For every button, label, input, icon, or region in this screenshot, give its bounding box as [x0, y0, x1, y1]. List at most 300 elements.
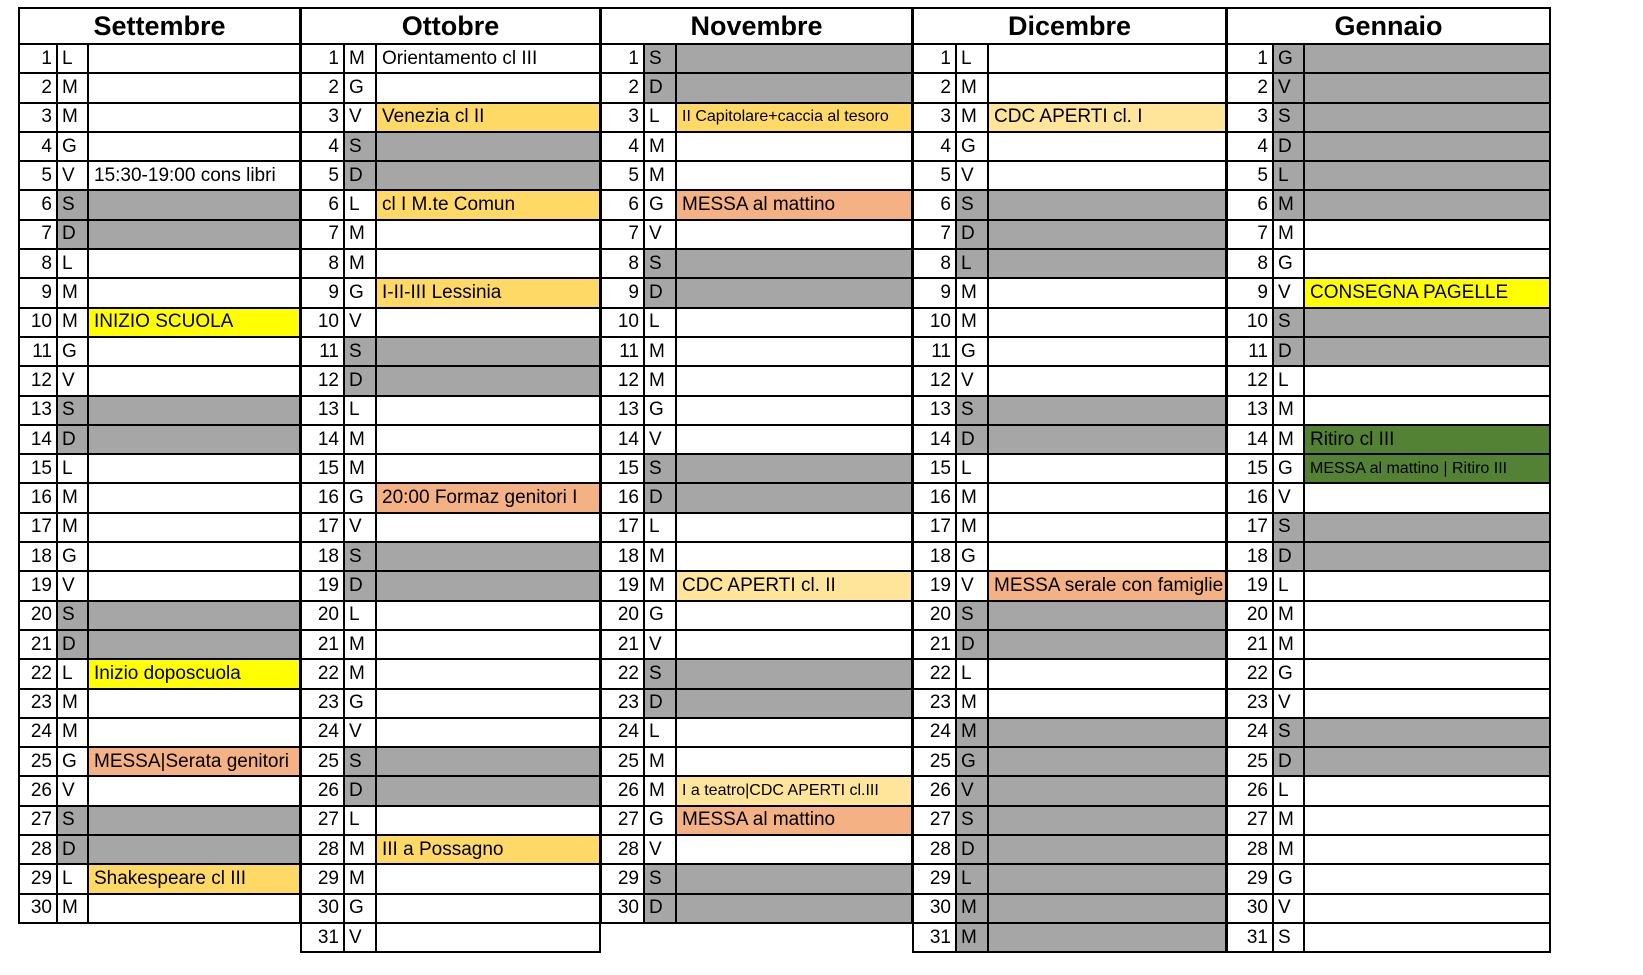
day-number: 15: [602, 455, 645, 482]
month-title: Dicembre: [912, 7, 1227, 45]
day-of-week: G: [345, 895, 377, 922]
day-of-week: M: [58, 484, 89, 511]
day-number: 13: [20, 397, 58, 424]
day-number: 15: [1228, 455, 1274, 482]
day-number: 10: [302, 309, 345, 336]
day-of-week: D: [957, 426, 989, 453]
empty-cell: [1305, 397, 1549, 424]
day-of-week: V: [645, 426, 677, 453]
day-number: 9: [1228, 279, 1274, 306]
day-of-week: G: [58, 133, 89, 160]
empty-cell: [1305, 45, 1549, 72]
day-number: 26: [602, 777, 645, 804]
empty-cell: [989, 514, 1225, 541]
day-row: [914, 777, 1225, 806]
day-number: 6: [1228, 191, 1274, 218]
empty-cell: [677, 426, 911, 453]
empty-cell: [377, 924, 599, 951]
day-number: 24: [602, 719, 645, 746]
day-row: [1228, 426, 1549, 455]
day-of-week: L: [58, 45, 89, 72]
day-row: [302, 543, 599, 572]
empty-cell: [377, 162, 599, 189]
day-number: 25: [302, 748, 345, 775]
day-row: [914, 45, 1225, 74]
day-number: 17: [302, 514, 345, 541]
empty-cell: [89, 74, 299, 101]
empty-cell: [1305, 836, 1549, 863]
day-number: 20: [1228, 602, 1274, 629]
empty-cell: [377, 367, 599, 394]
day-of-week: M: [58, 895, 89, 922]
day-row: [1228, 484, 1549, 513]
day-number: 15: [20, 455, 58, 482]
day-of-week: G: [957, 748, 989, 775]
day-row: [302, 45, 599, 74]
empty-cell: [989, 279, 1225, 306]
day-row: [914, 924, 1225, 953]
month-title: Gennaio: [1226, 7, 1551, 45]
day-row: [602, 807, 911, 836]
day-row: [302, 250, 599, 279]
day-of-week: G: [645, 602, 677, 629]
day-number: 28: [602, 836, 645, 863]
day-number: 28: [302, 836, 345, 863]
event-cell: 20:00 Formaz genitori I: [377, 484, 599, 511]
day-of-week: S: [58, 397, 89, 424]
day-number: 31: [302, 924, 345, 951]
day-of-week: V: [1274, 74, 1305, 101]
day-row: [602, 777, 911, 806]
day-row: [20, 279, 299, 308]
day-number: 2: [914, 74, 957, 101]
day-of-week: D: [1274, 133, 1305, 160]
empty-cell: [989, 426, 1225, 453]
day-number: 23: [302, 690, 345, 717]
day-of-week: L: [957, 455, 989, 482]
day-of-week: G: [645, 397, 677, 424]
day-row: [302, 104, 599, 133]
day-of-week: L: [58, 660, 89, 687]
day-row: [302, 309, 599, 338]
day-row: [302, 162, 599, 191]
day-row: [914, 543, 1225, 572]
day-number: 3: [302, 104, 345, 131]
empty-cell: [677, 836, 911, 863]
day-of-week: S: [1274, 514, 1305, 541]
month-column-gennaio: [1226, 7, 1551, 953]
day-number: 10: [602, 309, 645, 336]
empty-cell: [89, 572, 299, 599]
day-row: [914, 514, 1225, 543]
empty-cell: [1305, 660, 1549, 687]
day-number: 18: [914, 543, 957, 570]
day-of-week: D: [645, 484, 677, 511]
day-of-week: S: [345, 338, 377, 365]
day-number: 6: [914, 191, 957, 218]
empty-cell: [989, 836, 1225, 863]
empty-cell: [1305, 221, 1549, 248]
day-row: [302, 455, 599, 484]
event-cell: Venezia cl II: [377, 104, 599, 131]
day-list: [1226, 45, 1551, 953]
day-number: 6: [302, 191, 345, 218]
day-number: 20: [914, 602, 957, 629]
day-row: [602, 279, 911, 308]
empty-cell: [89, 279, 299, 306]
empty-cell: [1305, 133, 1549, 160]
day-row: [914, 338, 1225, 367]
empty-cell: [377, 543, 599, 570]
day-number: 6: [20, 191, 58, 218]
day-of-week: M: [1274, 191, 1305, 218]
day-number: 10: [20, 309, 58, 336]
day-of-week: M: [345, 836, 377, 863]
empty-cell: [1305, 191, 1549, 218]
day-of-week: S: [58, 807, 89, 834]
day-row: [1228, 660, 1549, 689]
day-row: [20, 162, 299, 191]
empty-cell: [89, 133, 299, 160]
day-number: 8: [602, 250, 645, 277]
empty-cell: [377, 133, 599, 160]
day-row: [20, 719, 299, 748]
day-of-week: V: [345, 719, 377, 746]
empty-cell: [89, 338, 299, 365]
day-row: [20, 250, 299, 279]
day-number: 11: [602, 338, 645, 365]
day-of-week: V: [1274, 895, 1305, 922]
day-number: 22: [20, 660, 58, 687]
day-number: 30: [302, 895, 345, 922]
day-of-week: M: [957, 895, 989, 922]
day-number: 29: [302, 865, 345, 892]
empty-cell: [989, 191, 1225, 218]
empty-cell: [989, 602, 1225, 629]
day-number: 12: [302, 367, 345, 394]
day-number: 12: [602, 367, 645, 394]
day-of-week: M: [957, 514, 989, 541]
empty-cell: [677, 865, 911, 892]
day-row: [302, 279, 599, 308]
day-row: [302, 367, 599, 396]
day-number: 24: [1228, 719, 1274, 746]
day-row: [602, 221, 911, 250]
day-row: [914, 74, 1225, 103]
empty-cell: [677, 543, 911, 570]
day-number: 22: [914, 660, 957, 687]
event-cell: INIZIO SCUOLA: [89, 309, 299, 336]
empty-cell: [677, 309, 911, 336]
day-of-week: L: [345, 397, 377, 424]
empty-cell: [1305, 104, 1549, 131]
day-number: 29: [914, 865, 957, 892]
day-row: [914, 602, 1225, 631]
empty-cell: [989, 74, 1225, 101]
day-number: 11: [914, 338, 957, 365]
day-of-week: S: [645, 455, 677, 482]
day-of-week: M: [58, 309, 89, 336]
day-number: 21: [602, 631, 645, 658]
day-row: [914, 719, 1225, 748]
day-row: [302, 836, 599, 865]
event-cell: I a teatro|CDC APERTI cl.III: [677, 777, 911, 804]
day-row: [602, 309, 911, 338]
empty-cell: [377, 426, 599, 453]
empty-cell: [89, 777, 299, 804]
day-number: 30: [1228, 895, 1274, 922]
day-list: [300, 45, 601, 953]
event-cell: CONSEGNA PAGELLE: [1305, 279, 1549, 306]
day-number: 2: [1228, 74, 1274, 101]
day-of-week: G: [58, 748, 89, 775]
empty-cell: [989, 250, 1225, 277]
day-row: [602, 338, 911, 367]
day-of-week: L: [645, 309, 677, 336]
day-of-week: V: [1274, 279, 1305, 306]
day-of-week: V: [645, 631, 677, 658]
month-column-novembre: [600, 7, 913, 924]
day-of-week: S: [645, 660, 677, 687]
empty-cell: [677, 484, 911, 511]
day-row: [914, 133, 1225, 162]
empty-cell: [377, 690, 599, 717]
day-row: [302, 397, 599, 426]
month-column-dicembre: [912, 7, 1227, 953]
empty-cell: [677, 748, 911, 775]
day-row: [914, 895, 1225, 924]
event-cell: III a Possagno: [377, 836, 599, 863]
day-of-week: L: [345, 602, 377, 629]
day-number: 21: [1228, 631, 1274, 658]
day-row: [602, 572, 911, 601]
day-row: [914, 221, 1225, 250]
day-of-week: M: [58, 279, 89, 306]
day-of-week: D: [1274, 338, 1305, 365]
empty-cell: [377, 572, 599, 599]
day-row: [20, 690, 299, 719]
empty-cell: [1305, 484, 1549, 511]
day-of-week: M: [957, 690, 989, 717]
day-number: 6: [602, 191, 645, 218]
day-of-week: D: [1274, 543, 1305, 570]
empty-cell: [89, 602, 299, 629]
day-row: [602, 865, 911, 894]
day-row: [302, 602, 599, 631]
day-row: [1228, 777, 1549, 806]
day-of-week: V: [957, 162, 989, 189]
empty-cell: [677, 74, 911, 101]
day-number: 17: [1228, 514, 1274, 541]
day-number: 15: [302, 455, 345, 482]
day-row: [302, 221, 599, 250]
empty-cell: [677, 162, 911, 189]
day-row: [20, 74, 299, 103]
empty-cell: [377, 397, 599, 424]
day-number: 23: [20, 690, 58, 717]
day-row: [302, 777, 599, 806]
empty-cell: [677, 690, 911, 717]
day-of-week: M: [957, 484, 989, 511]
day-of-week: L: [957, 250, 989, 277]
day-of-week: L: [645, 104, 677, 131]
day-number: 1: [302, 45, 345, 72]
day-list: [912, 45, 1227, 953]
day-number: 12: [20, 367, 58, 394]
event-cell: II Capitolare+caccia al tesoro: [677, 104, 911, 131]
day-of-week: D: [345, 777, 377, 804]
day-of-week: L: [1274, 572, 1305, 599]
day-row: [602, 74, 911, 103]
empty-cell: [1305, 338, 1549, 365]
empty-cell: [677, 250, 911, 277]
empty-cell: [1305, 748, 1549, 775]
day-number: 27: [20, 807, 58, 834]
empty-cell: [677, 45, 911, 72]
empty-cell: [1305, 719, 1549, 746]
day-number: 7: [20, 221, 58, 248]
day-row: [20, 133, 299, 162]
day-number: 9: [302, 279, 345, 306]
day-row: [1228, 162, 1549, 191]
empty-cell: [89, 543, 299, 570]
empty-cell: [89, 895, 299, 922]
day-number: 12: [1228, 367, 1274, 394]
day-of-week: L: [345, 191, 377, 218]
day-of-week: M: [58, 104, 89, 131]
empty-cell: [677, 895, 911, 922]
day-of-week: G: [957, 338, 989, 365]
day-row: [20, 455, 299, 484]
day-row: [602, 367, 911, 396]
day-of-week: G: [58, 543, 89, 570]
empty-cell: [377, 660, 599, 687]
day-number: 4: [602, 133, 645, 160]
day-number: 26: [302, 777, 345, 804]
day-row: [302, 924, 599, 953]
day-number: 4: [1228, 133, 1274, 160]
day-number: 3: [914, 104, 957, 131]
day-of-week: D: [58, 836, 89, 863]
day-number: 17: [914, 514, 957, 541]
day-row: [1228, 191, 1549, 220]
empty-cell: [89, 426, 299, 453]
day-row: [602, 895, 911, 924]
day-number: 25: [602, 748, 645, 775]
day-of-week: M: [957, 104, 989, 131]
day-of-week: V: [957, 572, 989, 599]
day-number: 27: [914, 807, 957, 834]
empty-cell: [989, 484, 1225, 511]
day-number: 18: [1228, 543, 1274, 570]
day-row: [914, 191, 1225, 220]
day-number: 24: [302, 719, 345, 746]
day-number: 10: [914, 309, 957, 336]
day-row: [20, 602, 299, 631]
empty-cell: [677, 455, 911, 482]
day-number: 12: [914, 367, 957, 394]
day-number: 11: [20, 338, 58, 365]
day-number: 14: [602, 426, 645, 453]
month-title: Novembre: [600, 7, 913, 45]
event-cell: cl I M.te Comun: [377, 191, 599, 218]
empty-cell: [989, 807, 1225, 834]
day-row: [602, 45, 911, 74]
day-number: 15: [914, 455, 957, 482]
day-row: [1228, 338, 1549, 367]
day-row: [20, 338, 299, 367]
day-of-week: L: [58, 865, 89, 892]
day-number: 18: [20, 543, 58, 570]
empty-cell: [377, 514, 599, 541]
day-row: [602, 690, 911, 719]
day-of-week: M: [1274, 426, 1305, 453]
day-row: [914, 455, 1225, 484]
day-row: [602, 631, 911, 660]
day-number: 28: [20, 836, 58, 863]
day-number: 22: [302, 660, 345, 687]
day-of-week: M: [345, 221, 377, 248]
day-row: [302, 74, 599, 103]
month-title: Ottobre: [300, 7, 601, 45]
day-of-week: G: [58, 338, 89, 365]
day-of-week: D: [345, 162, 377, 189]
empty-cell: [989, 221, 1225, 248]
empty-cell: [677, 514, 911, 541]
day-row: [20, 543, 299, 572]
empty-cell: [377, 748, 599, 775]
day-of-week: M: [1274, 221, 1305, 248]
day-number: 13: [914, 397, 957, 424]
day-number: 8: [1228, 250, 1274, 277]
day-row: [602, 660, 911, 689]
day-number: 4: [20, 133, 58, 160]
day-row: [914, 865, 1225, 894]
day-number: 17: [602, 514, 645, 541]
day-row: [914, 104, 1225, 133]
day-number: 16: [914, 484, 957, 511]
empty-cell: [89, 221, 299, 248]
empty-cell: [89, 367, 299, 394]
empty-cell: [89, 631, 299, 658]
day-of-week: M: [645, 572, 677, 599]
empty-cell: [89, 397, 299, 424]
day-of-week: L: [645, 514, 677, 541]
day-of-week: V: [345, 104, 377, 131]
day-number: 26: [20, 777, 58, 804]
day-number: 8: [302, 250, 345, 277]
day-of-week: M: [58, 514, 89, 541]
day-number: 24: [914, 719, 957, 746]
empty-cell: [677, 133, 911, 160]
day-of-week: D: [58, 221, 89, 248]
event-cell: Orientamento cl III: [382, 47, 538, 69]
day-of-week: V: [957, 777, 989, 804]
day-row: [914, 748, 1225, 777]
day-number: 29: [20, 865, 58, 892]
event-cell: MESSA serale con famiglie: [989, 572, 1225, 599]
empty-cell: [89, 690, 299, 717]
day-of-week: D: [345, 572, 377, 599]
day-number: 29: [602, 865, 645, 892]
empty-cell: [677, 338, 911, 365]
event-cell: I-II-III Lessinia: [377, 279, 599, 306]
day-number: 19: [302, 572, 345, 599]
day-of-week: V: [345, 309, 377, 336]
day-of-week: S: [957, 602, 989, 629]
day-row: [914, 572, 1225, 601]
day-number: 19: [914, 572, 957, 599]
